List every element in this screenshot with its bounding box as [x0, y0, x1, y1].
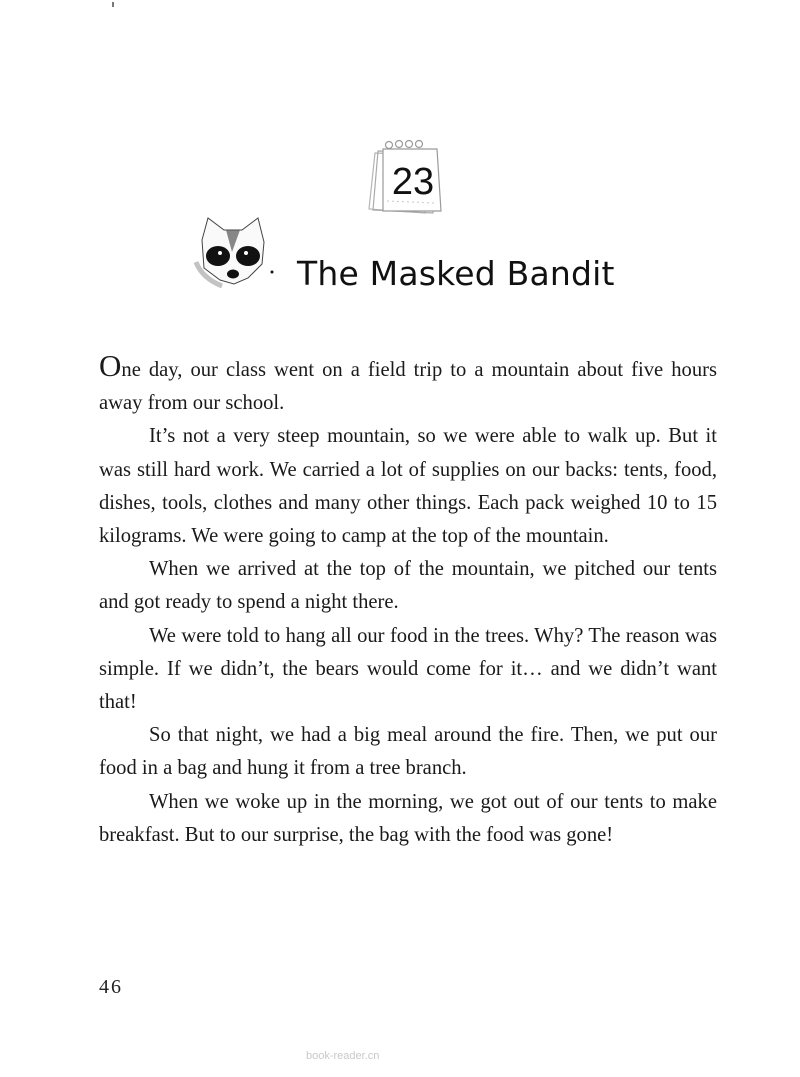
page-number: 46 — [99, 976, 123, 998]
paragraph: So that night, we had a big meal around the fire. Then, we put our food in a bag and hung it from a tree branch. — [99, 724, 717, 780]
chapter-body — [99, 348, 717, 852]
paragraph: One day, our class went on a field trip to a mountain about five hours away from our school. — [99, 348, 717, 415]
watermark: book-reader.cn — [306, 1050, 380, 1062]
paragraph: When we arrived at the top of the mountain, we pitched our tents and got ready to spend a night there. — [99, 558, 717, 614]
paragraph: When we woke up in the morning, we got out of our tents to make breakfast. But to our surprise, the bag with the food was gone! — [99, 790, 717, 846]
paragraph: We were told to hang all our food in the trees. Why? The reason was simple. If we didn’t, the bears would come for it… and we didn’t want that! — [99, 624, 717, 714]
paragraph: It’s not a very steep mountain, so we were able to walk up. But it was still hard work. We carried a lot of supplies on our backs: tents, food, dishes, tools, clothes and many other things. Each pack weighed 10 to 15 kilograms. We were going to camp at the top of the mountain. — [99, 425, 717, 548]
chapter-title: The Masked Bandit — [297, 254, 615, 293]
scan-speck — [112, 2, 114, 7]
raccoon-icon — [192, 212, 274, 292]
drop-cap: O — [99, 348, 122, 383]
chapter-number: 23 — [391, 161, 435, 203]
